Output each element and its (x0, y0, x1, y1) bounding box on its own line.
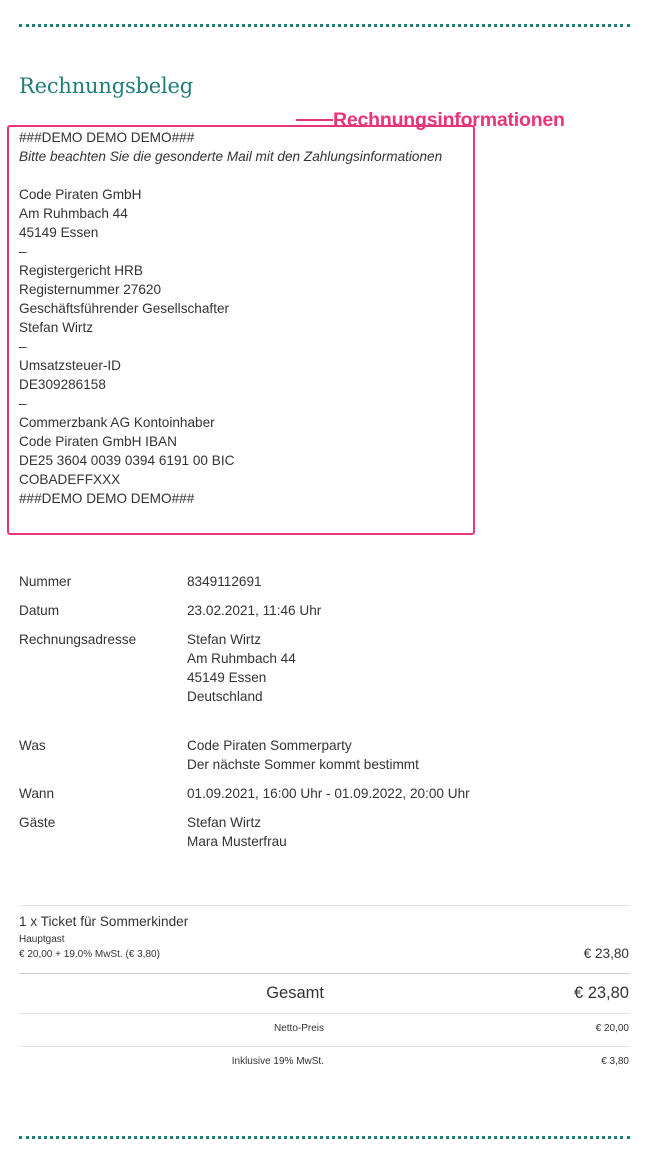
info-line: Commerzbank AG Kontoinhaber (19, 415, 215, 430)
bottom-dotted-divider (19, 1136, 630, 1139)
vat-label: Inklusive 19% MwSt. (231, 1056, 324, 1067)
vat-value: € 3,80 (601, 1056, 629, 1067)
info-line: – (19, 339, 27, 354)
divider (19, 905, 630, 906)
info-line: ###DEMO DEMO DEMO### (19, 491, 195, 506)
info-line: Am Ruhmbach 44 (19, 206, 128, 221)
meta-value-line: 8349112691 (187, 574, 262, 589)
info-line: DE309286158 (19, 377, 106, 392)
meta-label: Wann (19, 786, 55, 801)
meta-label: Rechnungsadresse (19, 632, 137, 647)
info-line: Umsatzsteuer-ID (19, 358, 121, 373)
info-line: Geschäftsführender Gesellschafter (19, 301, 230, 316)
meta-value (187, 601, 321, 620)
meta-value-line: Deutschland (187, 689, 263, 704)
meta-label: Gäste (19, 815, 56, 830)
meta-value (187, 736, 419, 774)
info-line: COBADEFFXXX (19, 472, 121, 487)
meta-value (187, 813, 287, 851)
page-title: Rechnungsbeleg (19, 74, 193, 98)
company-info-block (19, 128, 469, 508)
line-item-tax-detail: € 20,00 + 19.0% MwSt. (€ 3,80) (19, 949, 160, 960)
net-price-label: Netto-Preis (273, 1023, 324, 1034)
info-line (19, 166, 469, 185)
info-line: Code Piraten GmbH (19, 187, 142, 202)
info-line: Registergericht HRB (19, 263, 143, 278)
meta-value-line: Code Piraten Sommerparty (187, 738, 352, 753)
info-line: Stefan Wirtz (19, 320, 94, 335)
line-item-price: € 23,80 (583, 946, 629, 961)
annotation-connector (296, 119, 333, 121)
meta-value-line: Mara Musterfrau (187, 834, 287, 849)
line-item-name: 1 x Ticket für Sommerkinder (19, 914, 189, 929)
meta-value-line: Am Ruhmbach 44 (187, 651, 296, 666)
meta-value-line: 01.09.2021, 16:00 Uhr - 01.09.2022, 20:00 Uhr (187, 786, 470, 801)
meta-value-line: Stefan Wirtz (187, 815, 262, 830)
meta-label: Was (19, 738, 46, 753)
info-line: DE25 3604 0039 0394 6191 00 BIC (19, 453, 235, 468)
meta-value-line: Der nächste Sommer kommt bestimmt (187, 757, 419, 772)
divider (19, 1046, 630, 1047)
total-label: Gesamt (266, 984, 324, 1002)
meta-value-line: Stefan Wirtz (187, 632, 262, 647)
info-line: Code Piraten GmbH IBAN (19, 434, 177, 449)
divider (19, 973, 630, 974)
info-line: – (19, 396, 27, 411)
meta-value (187, 784, 470, 803)
line-item-guest-type: Hauptgast (19, 934, 65, 945)
info-line: 45149 Essen (19, 225, 99, 240)
net-price-value: € 20,00 (595, 1023, 629, 1034)
meta-value (187, 630, 296, 706)
meta-value-line: 23.02.2021, 11:46 Uhr (187, 603, 322, 618)
info-line: ###DEMO DEMO DEMO### (19, 130, 195, 145)
annotation-label: Rechnungsinformationen (333, 109, 565, 131)
meta-value (187, 572, 262, 591)
info-line: – (19, 244, 27, 259)
meta-label: Datum (19, 603, 60, 618)
info-line: Registernummer 27620 (19, 282, 162, 297)
top-dotted-divider (19, 24, 630, 27)
info-line: Bitte beachten Sie die gesonderte Mail mit den Zahlungsinformationen (19, 149, 443, 164)
meta-value-line: 45149 Essen (187, 670, 267, 685)
meta-label: Nummer (19, 574, 72, 589)
divider (19, 1013, 630, 1014)
total-value: € 23,80 (573, 984, 629, 1002)
